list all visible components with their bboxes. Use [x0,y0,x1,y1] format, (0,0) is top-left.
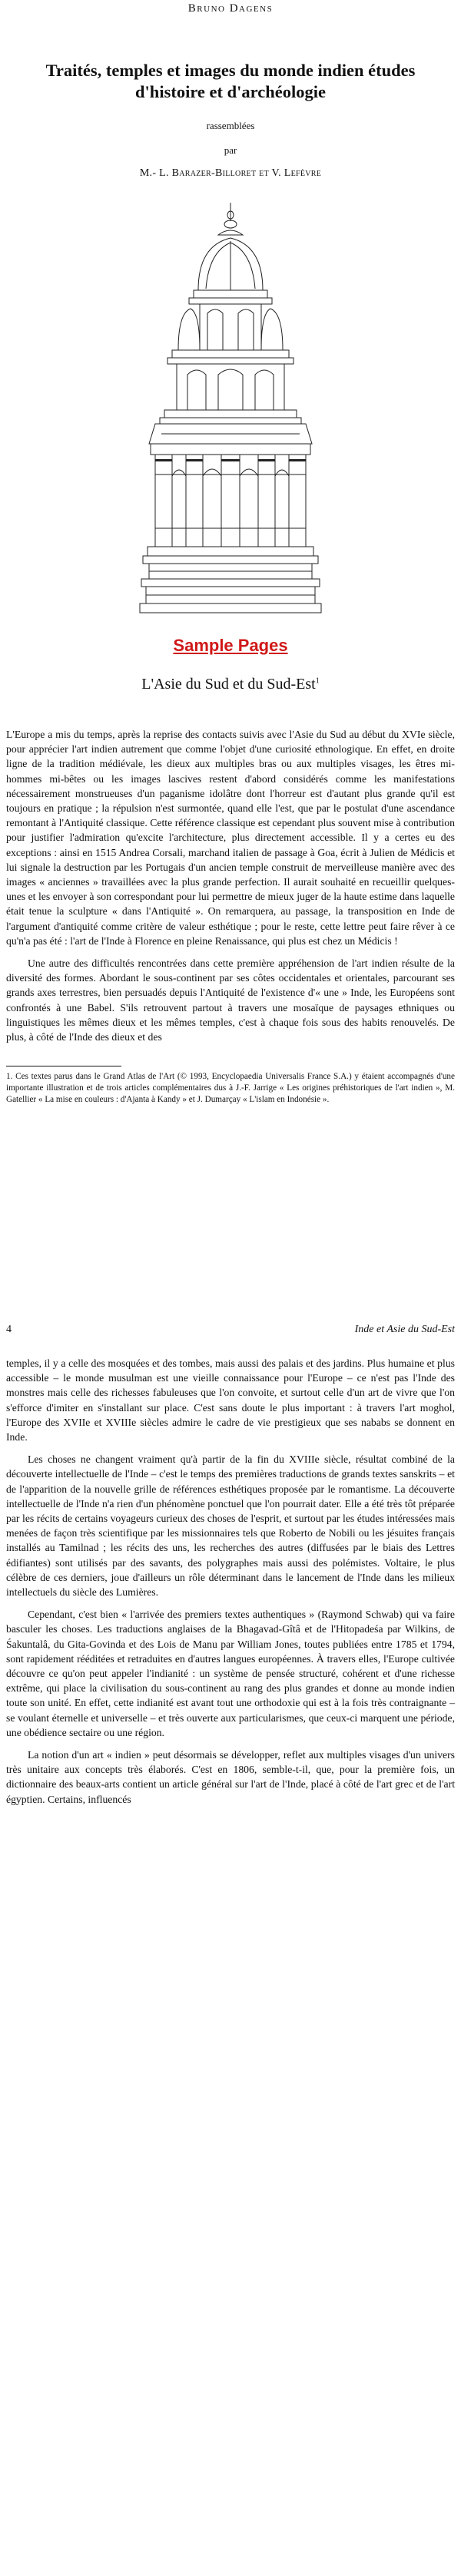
collected-label: rassemblées [206,120,255,131]
book-title: Traités, temples et images du monde indien études d'histoire et d'archéologie [45,61,416,101]
chapter-title-text: L'Asie du Sud et du Sud-Est [141,676,316,693]
page-two [0,1321,461,2576]
paragraph: Une autre des difficultés rencontrées dans cette première appréhension de l'art indien résulte de la diversité des formes. Abordant le sous-continent par ses côtes occidentales et orientales, parcourant ses grands axes terrestres, bien persuadés depuis l'Antiquité de l'existence d'« une » Inde, les Européens sont confrontés à une Babel. S'ils retrouvent partout à travers une mosaïque de paysages ethniques ou linguistiques les mêmes dieux et les mêmes temples, c'est à chaque fois sous des habits renouvelés. De plus, à côté de l'Inde des dieux et des [6,957,455,1043]
paragraph: Cependant, c'est bien « l'arrivée des premiers textes authentiques » (Raymond Schwab) qui va faire basculer les choses. Les traductions anglaises de la Bhagavad-Gîtâ et de l'Hitopadeśa par Wilkins, de Śakuntalâ, du Gita-Govinda et des Lois de Manu par William Jones, toutes publiées entre 1785 et 1794, sont rapidement rééditées et retraduites en d'autres langues européennes. À travers elles, l'Europe cultivée découvre ce qu'on peut appeler l'indianité : un système de pensée structuré, cohérent et d'une richesse extrême, qui place la civilisation du sous-continent au rang des plus grandes et donne au monde indien toute son unité. En effet, cette indianité est avant tout une orthodoxie qui est à la fois très contraignante – se voulant éternelle et universelle – et très ouverte aux particularismes, que ceux-ci marquent une période, une obédience sectaire ou une région. [6,1609,455,1738]
chapter-note-ref: 1 [315,676,320,686]
editors-names: M.- L. Barazer-Billoret et V. Lefèvre [139,167,322,179]
sample-pages-watermark [0,636,461,656]
footnote-text: 1. Ces textes parus dans le Grand Atlas de l'Art (© 1993, Encyclopaedia Universalis France S.A.) y étaient accompagnés d'une importante illustration et de trois articles complémentaires dus à J.-F. Jarrige « Les origines préhistoriques de l'art indien », M. Gatellier « La mise en couleurs : d'Ajanta à Kandy » et J. Dumarçay « L'islam en Indonésie ». [6,1072,455,1105]
chapter-title [0,676,461,693]
temple-illustration [138,198,323,628]
par-label: par [224,144,237,156]
running-title: Inde et Asie du Sud-Est [354,1324,455,1335]
author-name: Bruno Dagens [187,2,274,15]
paragraph: temples, il y a celle des mosquées et des tombes, mais aussi des palais et des jardins. Plus humaine et plus accessible – le monde musulman est une vieille connaissance pour l'Europe – ce n'est pas l'Inde des monstres mais celle des richesses fabuleuses que l'on convoite, et surtout celle d'un art de vivre que l'on s'efforce d'imiter en s'installant sur place. C'est sans doute le plus important : à travers l'art moghol, l'Europe des XVIIe et XVIIIe siècles admire le cadre de vie prestigieux que ses nababs se donnent en Inde. [6,1357,455,1443]
footnote [6,1071,455,1106]
page-number: 4 [6,1324,12,1335]
page-two-body [6,1356,455,1807]
paragraph: L'Europe a mis du temps, après la reprise des contacts suivis avec l'Asie du Sud au début du XVIe siècle, pour apprécier l'art indien autrement que comme l'objet d'une curiosité ethnologique. En effet, en droite ligne de la tradition médiévale, les dieux aux multiples bras ou aux multiples visages, les êtres mi-hommes mi-bêtes ou les images lascives restent d'abord considérés comme les manifestations nécessairement monstrueuses d'un paganisme idolâtre dont l'horreur est d'autant plus grande qu'il est toujours en pratique ; la répulsion n'est surmontée, quand elle l'est, que par le postulat d'une ascendance remontant à l'Antiquité classique. Cette référence classique est cependant plus souvent mise à contribution pour justifier l'admiration qu'excite l'architecture, plus directement accessible. Il y a certes eu des exceptions : ainsi en 1515 Andrea Corsali, marchand italien de passage à Goa, écrit à Julien de Médicis et lui signale la destruction par les Portugais d'un ancien temple construit de merveilleuse manière avec des images « anciennes » travaillées avec la plus grande perfection. Il aurait souhaité en recueillir quelques-unes et les envoyer à son correspondant pour lui permettre de mieux juger de la haute estime dans laquelle était tenue la sculpture « dans l'Antiquité ». On remarquera, au passage, la transposition en Inde de l'argument d'antiquité comme critère de valeur esthétique ; pour le reste, cette lettre peut faire rêver à ce qu'n'a pas été : l'art de l'Inde à Florence en pleine Renaissance, qui plus est chez un Médicis ! [6,729,455,947]
running-header [6,1321,455,1341]
sample-pages-text: Sample Pages [173,636,288,655]
paragraph: Les choses ne changent vraiment qu'à partir de la fin du XVIIIe siècle, résultat combiné de la découverte intellectuelle de l'Inde – c'est le temps des premières traductions de grands textes sanskrits – et de l'apparition de la nouvelle grille de références esthétiques proposée par le romantisme. La découverte intellectuelle de l'Inde n'a rien d'un phénomène ponctuel que l'on pourrait dater. Elle a été très tôt préparée par les récits de certains voyageurs curieux des choses de l'esprit, et surtout par les études intéressées mais menées de façon très scientifique par les missionnaires tels que Roberto de Nobili ou les jésuites français installés au Tamilnad ; les récits des uns, les recherches des autres (diffusées par le biais des Lettres édifiantes) sont utilisés par des savants, des polygraphes mais aussi des polémistes. Voltaire, le plus célèbre de ces derniers, joue d'ailleurs un rôle déterminant dans le lancement de l'Inde dans les milieux intellectuels du siècle des Lumières. [6,1453,455,1599]
page-one-body [6,727,455,1044]
paragraph: La notion d'un art « indien » peut désormais se développer, reflet aux multiples visages d'un univers très unitaire aux concepts très élaborés. C'est en 1806, semble-t-il, que, pour la première fois, un dictionnaire des beaux-arts contient un article général sur l'art de l'Inde, placé à côté de l'art grec et de l'art égyptien. Certains, influencés [6,1749,455,1805]
